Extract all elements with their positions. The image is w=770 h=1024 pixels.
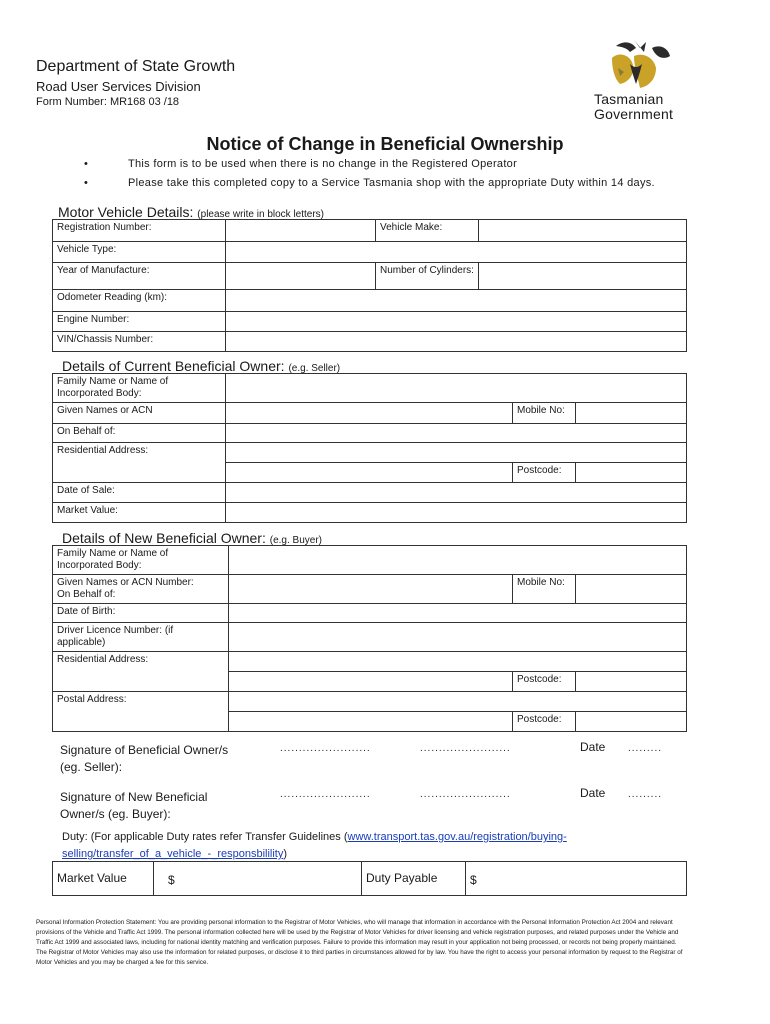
new-on-behalf-label: On Behalf of: [57,589,116,600]
logo-text-line1: Tasmanian [594,91,664,107]
year-of-manufacture-label: Year of Manufacture: [53,263,226,290]
new-residential-label: Residential Address: [53,652,229,692]
seller-signature-label: Signature of Beneficial Owner/s (eg. Seller): [60,743,229,774]
dob-field[interactable] [229,604,687,623]
new-postcode-field[interactable] [576,672,687,692]
duty-payable-label: Duty Payable [362,862,466,896]
new-mobile-field[interactable] [576,575,687,604]
new-owner-heading: Details of New Beneficial Owner: (e.g. Buyer) [62,530,323,546]
new-family-name-field[interactable] [229,546,687,575]
market-value-field[interactable] [226,503,687,523]
division-name: Road User Services Division [36,79,201,94]
form-title: Notice of Change in Beneficial Ownership [206,134,564,154]
vin-label: VIN/Chassis Number: [53,332,226,352]
duty-note: Duty: (For applicable Duty rates refer Transfer Guidelines (www.transport.tas.gov.au/registration/buying-selling/transfer_of_a_vehicle_-_responsbilility) [62,831,567,860]
department-name: Department of State Growth [36,58,236,75]
new-family-name-label: Family Name or Name of Incorporated Body: [53,546,229,575]
buyer-date-label: Date [580,786,606,800]
transfer-guidelines-link[interactable]: www.transport.tas.gov.au/registration/buying-selling/transfer_of_a_vehicle_-_responsbilility [62,831,567,860]
current-residential-label: Residential Address: [53,443,226,483]
duty-summary-table [52,861,687,896]
postal-field[interactable] [229,692,687,712]
vehicle-type-label: Vehicle Type: [53,242,226,263]
current-residential-field-2[interactable] [226,463,513,483]
new-mobile-label: Mobile No: [513,575,576,604]
instruction-1: This form is to be used when there is no change in the Registered Operator [128,158,518,170]
seller-date-label: Date [580,740,606,754]
privacy-statement: Personal Information Protection Statement: You are providing personal information to the Registrar of Motor Vehicles, who will manage that information in accordance with the Personal Information Protection Act 2004 and relevant provisions of the Vehicle and Traffic Act 1999. The personal information collected here will be used by the Registrar of Motor Vehicles for driver licensing and vehicle registration purposes, and related purposes under the Vehicle and Traffic Act 1999 and associated laws, including for national identity matching and verification purposes. Failure to provide this information may result in your application not being processed, or records not being properly maintained. The Registrar of Motor Vehicles may also use the information for related purposes, or disclose it to third parties in circumstances allowed for by law. You have the right to access your personal information by request to the Registrar of Motor Vehicles and you may be charged a fee for this service. [36,919,683,966]
licence-field[interactable] [229,623,687,652]
number-of-cylinders-field[interactable] [479,263,687,290]
form-number: Form Number: MR168 03 /18 [36,96,180,108]
buyer-signature-line-2[interactable]: ........................ [420,789,511,800]
licence-label: Driver Licence Number: (if applicable) [53,623,229,652]
date-of-sale-label: Date of Sale: [53,483,226,503]
new-given-names-label: Given Names or ACN Number: On Behalf of: [53,575,229,604]
market-value-label: Market Value: [53,503,226,523]
postal-field-2[interactable] [229,712,513,732]
seller-signature-line-2[interactable]: ........................ [420,743,511,754]
motor-vehicle-heading: Motor Vehicle Details: (please write in block letters) [58,204,325,220]
vehicle-make-label: Vehicle Make: [376,220,479,242]
current-given-names-label: Given Names or ACN [53,403,226,424]
registration-number-field[interactable] [226,220,376,242]
new-residential-field[interactable] [229,652,687,672]
new-postcode-label: Postcode: [513,672,576,692]
current-residential-field[interactable] [226,443,687,463]
motor-vehicle-table [52,219,687,352]
number-of-cylinders-label: Number of Cylinders: [376,263,479,290]
summary-market-value-field[interactable]: $ [154,862,362,896]
seller-date-field[interactable]: ......... [628,743,663,754]
postal-postcode-field[interactable] [576,712,687,732]
new-given-names-field[interactable] [229,575,513,604]
registration-number-label: Registration Number: [53,220,226,242]
bullet-icon: • [84,158,88,170]
current-mobile-label: Mobile No: [513,403,576,424]
engine-number-field[interactable] [226,312,687,332]
buyer-signature-line[interactable]: ........................ [280,789,371,800]
duty-payable-field[interactable]: $ [466,862,687,896]
instruction-2: Please take this completed copy to a Service Tasmania shop with the appropriate Duty within 14 days. [128,177,655,189]
current-postcode-label: Postcode: [513,463,576,483]
tasmanian-government-logo [594,38,694,124]
seller-signature-line[interactable]: ........................ [280,743,371,754]
postal-label: Postal Address: [53,692,229,732]
current-owner-heading: Details of Current Beneficial Owner: (e.g. Seller) [62,358,341,374]
vin-field[interactable] [226,332,687,352]
logo-text-line2: Government [594,106,674,122]
current-on-behalf-label: On Behalf of: [53,424,226,443]
date-of-sale-field[interactable] [226,483,687,503]
buyer-signature-label: Signature of New Beneficial Owner/s (eg. Buyer): [60,790,208,821]
engine-number-label: Engine Number: [53,312,226,332]
current-owner-table [52,373,687,523]
thylacine-emblem-icon [594,38,694,92]
current-on-behalf-field[interactable] [226,424,687,443]
current-given-names-field[interactable] [226,403,513,424]
new-residential-field-2[interactable] [229,672,513,692]
vehicle-type-field[interactable] [226,242,687,263]
odometer-field[interactable] [226,290,687,312]
summary-market-value-label: Market Value [53,862,154,896]
current-family-name-label: Family Name or Name of Incorporated Body: [53,374,226,403]
current-mobile-field[interactable] [576,403,687,424]
new-owner-table [52,545,687,732]
buyer-date-field[interactable]: ......... [628,789,663,800]
odometer-label: Odometer Reading (km): [53,290,226,312]
current-postcode-field[interactable] [576,463,687,483]
dob-label: Date of Birth: [53,604,229,623]
vehicle-make-field[interactable] [479,220,687,242]
bullet-icon: • [84,177,88,189]
current-family-name-field[interactable] [226,374,687,403]
year-of-manufacture-field[interactable] [226,263,376,290]
postal-postcode-label: Postcode: [513,712,576,732]
